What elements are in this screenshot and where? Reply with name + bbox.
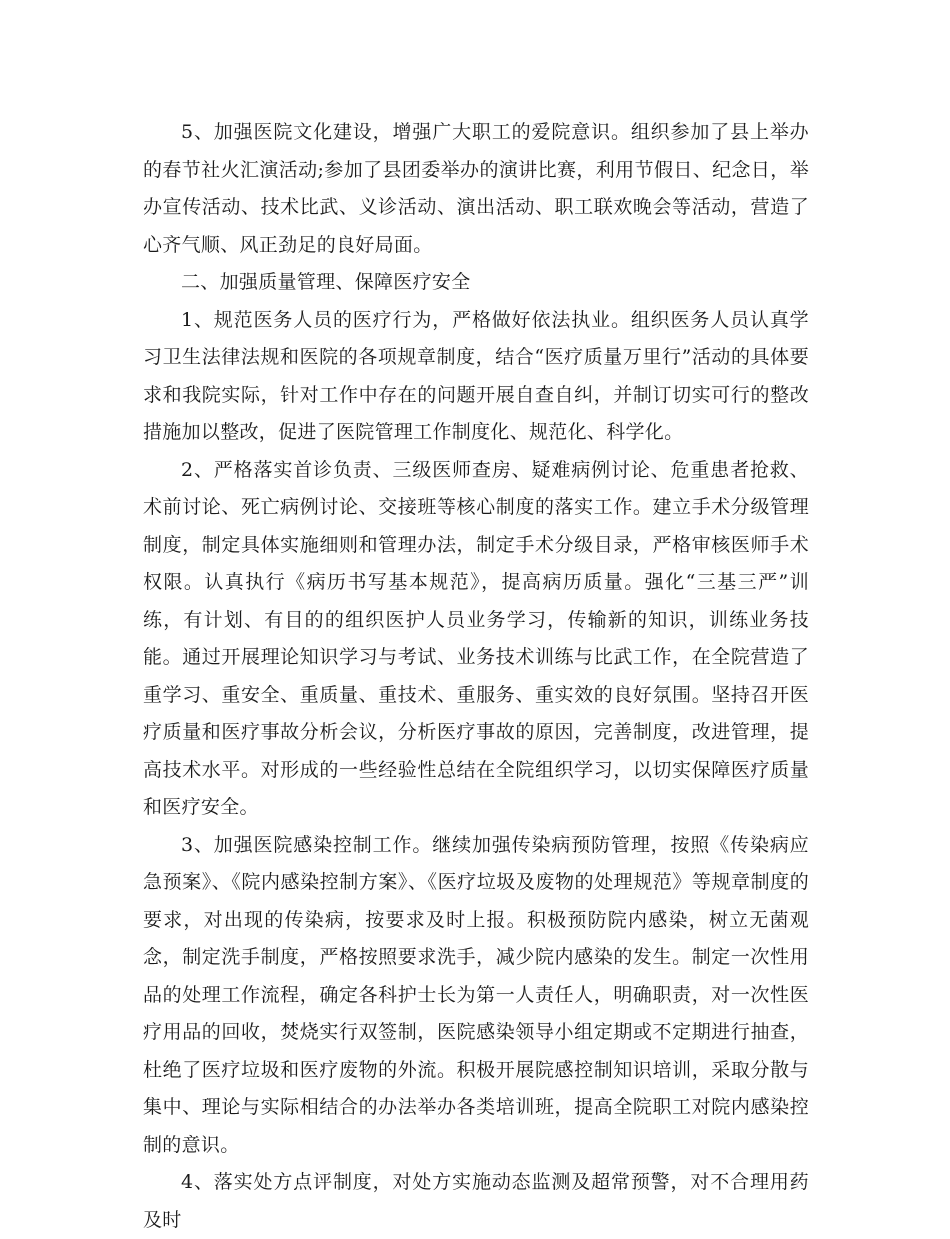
paragraph-prescription-review: 4、落实处方点评制度，对处方实施动态监测及超常预警，对不合理用药及时 — [143, 1171, 809, 1231]
paragraph-culture-building: 5、加强医院文化建设，增强广大职工的爱院意识。组织参加了县上举办的春节社火汇演活动;参加了县团委举办的演讲比赛，利用节假日、纪念日，举办宣传活动、技术比武、义诊活动、演出活动、职工联欢晚会等活动，营造了心齐气顺、风正劲足的良好局面。 — [143, 121, 809, 256]
paragraph-infection-control: 3、加强医院感染控制工作。继续加强传染病预防管理，按照《传染病应急预案》、《院内感染控制方案》、《医疗垃圾及废物的处理规范》等规章制度的要求，对出现的传染病，按要求及时上报。积极预防院内感染，树立无菌观念，制定洗手制度，严格按照要求洗手，减少院内感染的发生。制定一次性用品的处理工作流程，确定各科护士长为第一人责任人，明确职责，对一次性医疗用品的回收，焚烧实行双签制，医院感染领导小组定期或不定期进行抽查，杜绝了医疗垃圾和医疗废物的外流。积极开展院感控制知识培训，采取分散与集中、理论与实际相结合的办法举办各类培训班，提高全院职工对院内感染控制的意识。 — [143, 833, 809, 1156]
document-body — [143, 114, 809, 1239]
section-heading-quality-management: 二、加强质量管理、保障医疗安全 — [181, 271, 471, 293]
paragraph-core-systems: 2、严格落实首诊负责、三级医师查房、疑难病例讨论、危重患者抢救、术前讨论、死亡病例讨论、交接班等核心制度的落实工作。建立手术分级管理制度，制定具体实施细则和管理办法，制定手术分级目录，严格审核医师手术权限。认真执行《病历书写基本规范》，提高病历质量。强化“三基三严”训练，有计划、有目的的组织医护人员业务学习，传输新的知识，训练业务技能。通过开展理论知识学习与考试、业务技术训练与比武工作，在全院营造了重学习、重安全、重质量、重技术、重服务、重实效的良好氛围。坚持召开医疗质量和医疗事故分析会议，分析医疗事故的原因，完善制度，改进管理，提高技术水平。对形成的一些经验性总结在全院组织学习，以切实保障医疗质量和医疗安全。 — [143, 458, 809, 818]
paragraph-medical-conduct: 1、规范医务人员的医疗行为，严格做好依法执业。组织医务人员认真学习卫生法律法规和医院的各项规章制度，结合“医疗质量万里行”活动的具体要求和我院实际，针对工作中存在的问题开展自查自纠，并制订切实可行的整改措施加以整改，促进了医院管理工作制度化、规范化、科学化。 — [143, 308, 809, 443]
